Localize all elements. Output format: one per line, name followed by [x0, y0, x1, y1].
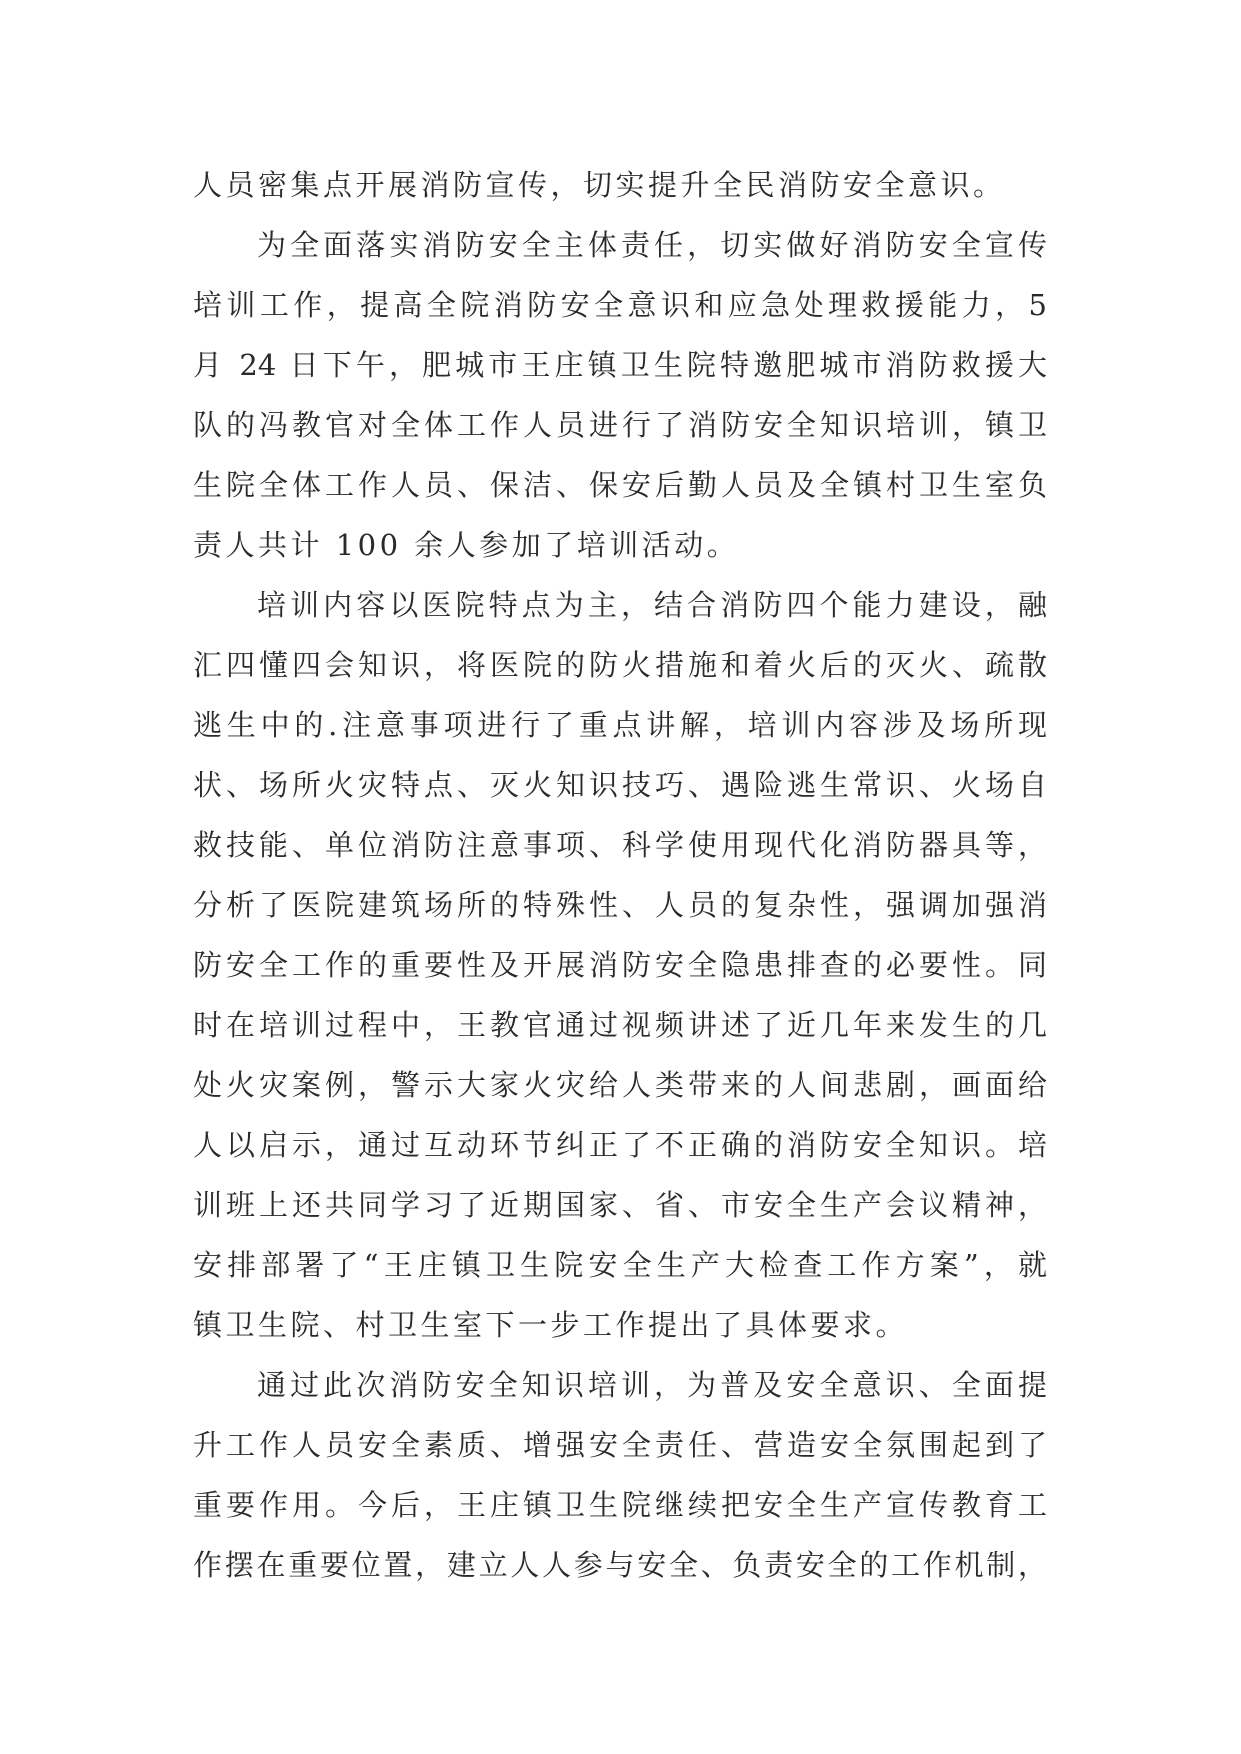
text-line: 通过此次消防安全知识培训，为普及安全意识、全面提: [257, 1368, 1047, 1402]
paragraph: [193, 155, 1047, 215]
text-line: 培训工作，提高全院消防安全意识和应急处理救援能力，5: [193, 288, 1047, 322]
text-line: 镇卫生院、村卫生室下一步工作提出了具体要求。: [193, 1308, 909, 1342]
text-line: 升工作人员安全素质、增强安全责任、营造安全氛围起到了: [193, 1428, 1047, 1462]
text-line: 重要作用。今后，王庄镇卫生院继续把安全生产宣传教育工: [193, 1488, 1047, 1522]
document-body: [193, 155, 1047, 1595]
paragraph: [193, 215, 1047, 575]
text-line: 为全面落实消防安全主体责任，切实做好消防安全宣传: [257, 228, 1047, 262]
text-line: 时在培训过程中，王教官通过视频讲述了近几年来发生的几: [193, 1008, 1047, 1042]
text-line: 人员密集点开展消防宣传，切实提升全民消防安全意识。: [193, 168, 1006, 202]
text-line: 处火灾案例，警示大家火灾给人类带来的人间悲剧，画面给: [193, 1068, 1047, 1102]
text-line: 人以启示，通过互动环节纠正了不正确的消防安全知识。培: [193, 1128, 1047, 1162]
text-line: 责人共计 100 余人参加了培训活动。: [193, 528, 740, 562]
text-line: 分析了医院建筑场所的特殊性、人员的复杂性，强调加强消: [193, 888, 1047, 922]
text-line: 训班上还共同学习了近期国家、省、市安全生产会议精神，: [193, 1188, 1047, 1222]
text-line: 状、场所火灾特点、灭火知识技巧、遇险逃生常识、火场自: [193, 768, 1047, 802]
text-line: 月 24 日下午，肥城市王庄镇卫生院特邀肥城市消防救援大: [193, 348, 1047, 382]
text-line: 培训内容以医院特点为主，结合消防四个能力建设，融: [257, 588, 1047, 622]
paragraph: [193, 1355, 1047, 1595]
text-line: 救技能、单位消防注意事项、科学使用现代化消防器具等，: [193, 828, 1047, 862]
text-line: 作摆在重要位置，建立人人参与安全、负责安全的工作机制，: [193, 1548, 1047, 1582]
text-line: 防安全工作的重要性及开展消防安全隐患排查的必要性。同: [193, 948, 1047, 982]
text-line: 汇四懂四会知识，将医院的防火措施和着火后的灭火、疏散: [193, 648, 1047, 682]
text-line: 生院全体工作人员、保洁、保安后勤人员及全镇村卫生室负: [193, 468, 1047, 502]
paragraph: [193, 575, 1047, 1355]
text-line: 逃生中的.注意事项进行了重点讲解，培训内容涉及场所现: [193, 708, 1047, 742]
text-line: 安排部署了“王庄镇卫生院安全生产大检查工作方案”，就: [193, 1248, 1047, 1282]
text-line: 队的冯教官对全体工作人员进行了消防安全知识培训，镇卫: [193, 408, 1047, 442]
